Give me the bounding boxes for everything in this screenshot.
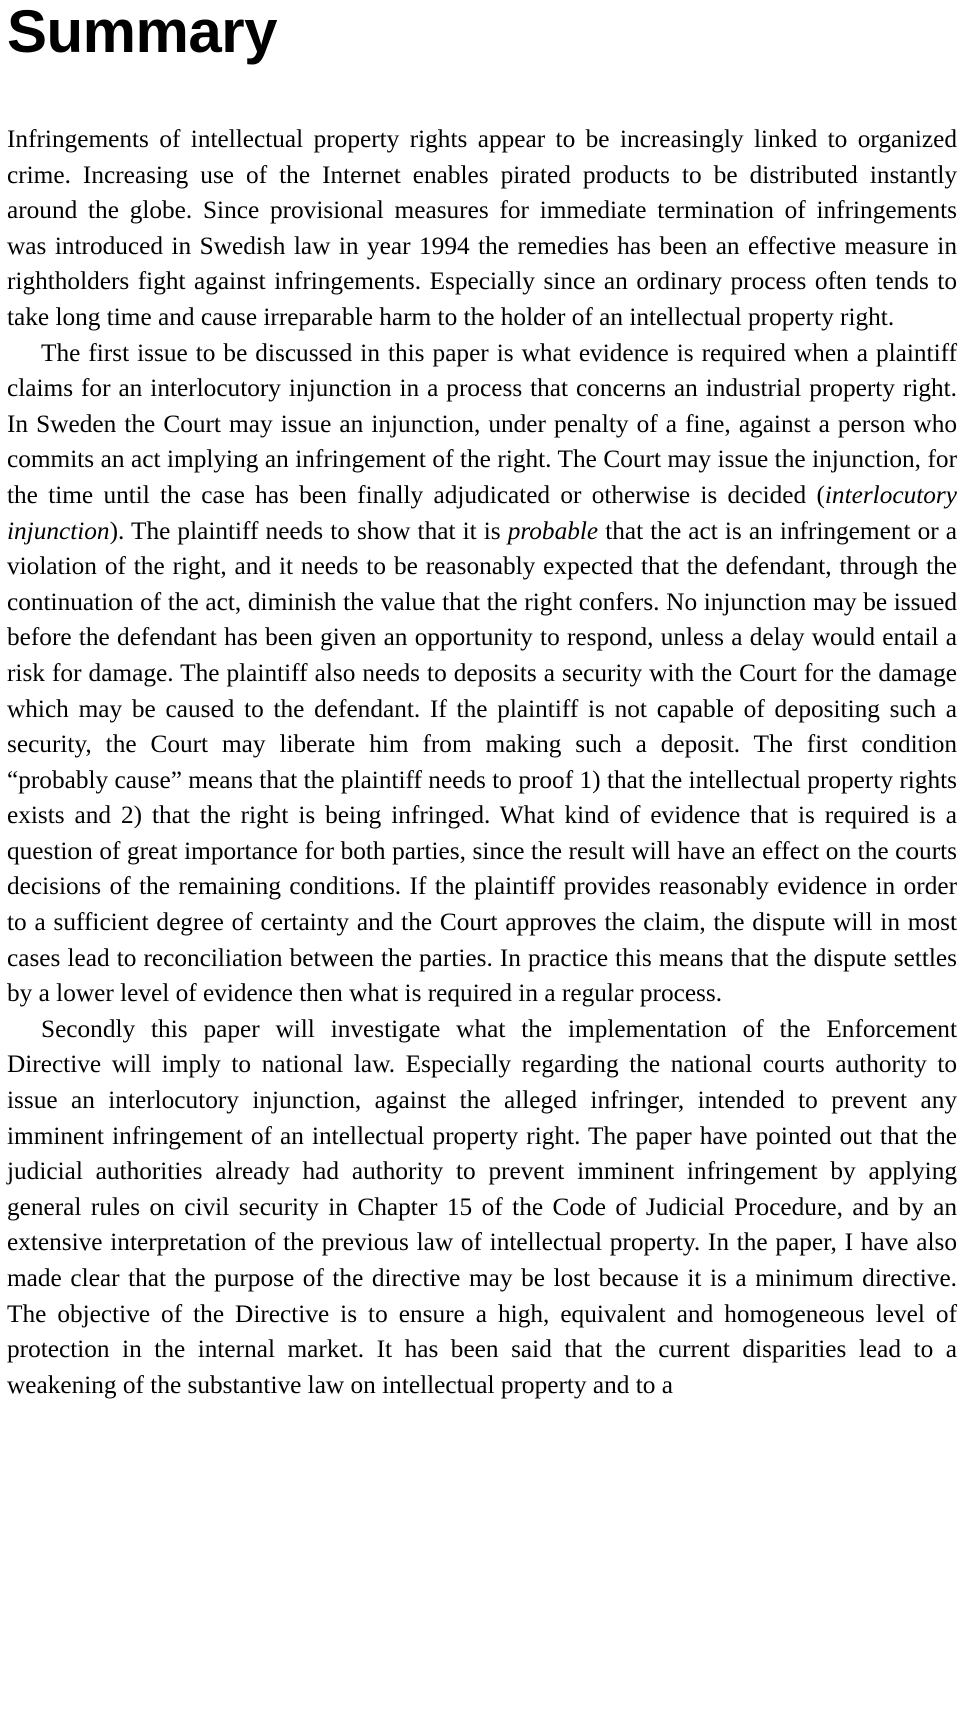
paragraph-first-issue-text-1: The first issue to be discussed in this paper is what evidence is required when a plaintiff claims for an interlocutory injunction in a process that concerns an industrial property right. In Sweden the Court may issue an injunction, under penalty of a fine, against a person who commits an act implying an infringement of the right. The Court may issue the injunction, for the time until the case has been finally adjudicated or otherwise is decided ( [7,338,957,509]
paragraph-second-issue-text: Secondly this paper will investigate what the implementation of the Enforcement Directive will imply to national law. Especially regarding the national courts authority to issue an interlocutory injunction, against the alleged infringer, intended to prevent any imminent infringement of an intellectual property right. The paper have pointed out that the judicial authorities already had authority to prevent imminent infringement by applying general rules on civil security in Chapter 15 of the Code of Judicial Procedure, and by an extensive interpretation of the previous law of intellectual property. In the paper, I have also made clear that the purpose of the directive may be lost because it is a minimum directive. The objective of the Directive is to ensure a high, equivalent and homogeneous level of protection in the internal market. It has been said that the current disparities lead to a weakening of the substantive law on intellectual property and to a [7,1014,957,1399]
paragraph-first-issue-text-2: ). The plaintiff needs to show that it is [109,516,508,545]
paragraph-second-issue [7,1012,957,1404]
paragraph-first-issue-text-3: that the act is an infringement or a violation of the right, and it needs to be reasonably expected that the defendant, through the continuation of the act, diminish the value that the right confers. No injunction may be issued before the defendant has been given an opportunity to respond, unless a delay would entail a risk for damage. The plaintiff also needs to deposits a security with the Court for the damage which may be caused to the defendant. If the plaintiff is not capable of depositing such a security, the Court may liberate him from making such a deposit. The first condition “probably cause” means that the plaintiff needs to proof 1) that the intellectual property rights exists and 2) that the right is being infringed. What kind of evidence that is required is a question of great importance for both parties, since the result will have an effect on the courts decisions of the remaining conditions. If the plaintiff provides reasonably evidence in order to a sufficient degree of certainty and the Court approves the claim, the dispute will in most cases lead to reconciliation between the parties. In practice this means that the dispute settles by a lower level of evidence then what is required in a regular process. [7,516,958,1008]
document-page [7,0,957,1403]
paragraph-first-issue [7,336,957,1012]
term-interlocutory-injunction: interlocutory injunction [7,480,957,545]
paragraph-intro-text: Infringements of intellectual property rights appear to be increasingly linked to organized crime. Increasing use of the Internet enables pirated products to be distributed instantly around the globe. Since provisional measures for immediate termination of infringements was introduced in Swedish law in year 1994 the remedies has been an effective measure in rightholders fight against infringements. Especially since an ordinary process often tends to take long time and cause irreparable harm to the holder of an intellectual property right. [7,125,957,331]
paragraph-intro [7,122,957,336]
page-title: Summary [7,0,277,65]
term-probable: probable [507,516,599,545]
document-body [7,122,957,1403]
